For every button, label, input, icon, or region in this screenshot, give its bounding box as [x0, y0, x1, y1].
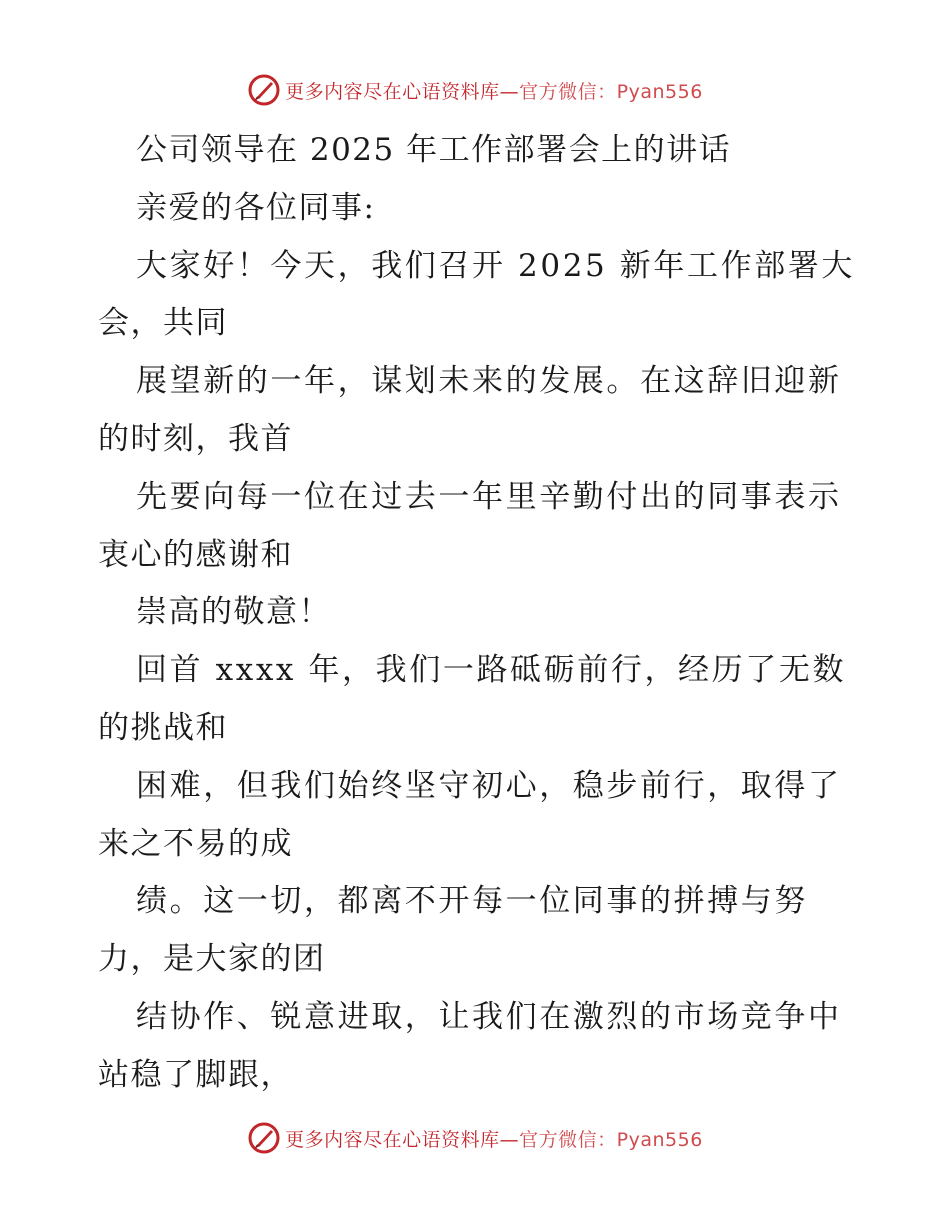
- banner-text: 更多内容尽在心语资料库—官方微信：Pyan556: [285, 80, 703, 103]
- document-body: [98, 122, 858, 1105]
- body-line: 大家好！今天，我们召开 2025 新年工作部署大: [136, 247, 855, 284]
- header-banner: [0, 70, 950, 110]
- salutation: 亲爱的各位同事:: [136, 189, 376, 226]
- body-line: 先要向每一位在过去一年里辛勤付出的同事表示: [136, 478, 842, 515]
- body-line: 站稳了脚跟，: [98, 1056, 293, 1093]
- body-line: 的时刻，我首: [98, 420, 293, 457]
- body-line: 会，共同: [98, 305, 228, 342]
- body-line: 崇高的敬意！: [136, 594, 331, 631]
- body-line: 回首 xxxx 年，我们一路砥砺前行，经历了无数: [136, 652, 847, 689]
- body-line: 绩。这一切，都离不开每一位同事的拼搏与努: [136, 883, 808, 920]
- banner-wechat: 官方微信：Pyan556: [519, 1128, 703, 1151]
- footer-banner: [0, 1118, 950, 1158]
- banner-wechat: 官方微信：Pyan556: [519, 80, 703, 103]
- body-line: 展望新的一年，谋划未来的发展。在这辞旧迎新: [136, 363, 842, 400]
- body-line: 力，是大家的团: [98, 941, 326, 978]
- body-line: 困难，但我们始终坚守初心，稳步前行，取得了: [136, 767, 842, 804]
- document-title: 公司领导在 2025 年工作部署会上的讲话: [136, 132, 732, 168]
- banner-text: 更多内容尽在心语资料库—官方微信：Pyan556: [285, 1128, 703, 1151]
- body-line: 衷心的感谢和: [98, 536, 293, 573]
- body-line: 来之不易的成: [98, 825, 293, 862]
- brush-logo-icon: [247, 1121, 281, 1155]
- body-line: 的挑战和: [98, 709, 228, 746]
- brush-logo-icon: [247, 73, 281, 107]
- body-line: 结协作、锐意进取，让我们在激烈的市场竞争中: [136, 998, 842, 1035]
